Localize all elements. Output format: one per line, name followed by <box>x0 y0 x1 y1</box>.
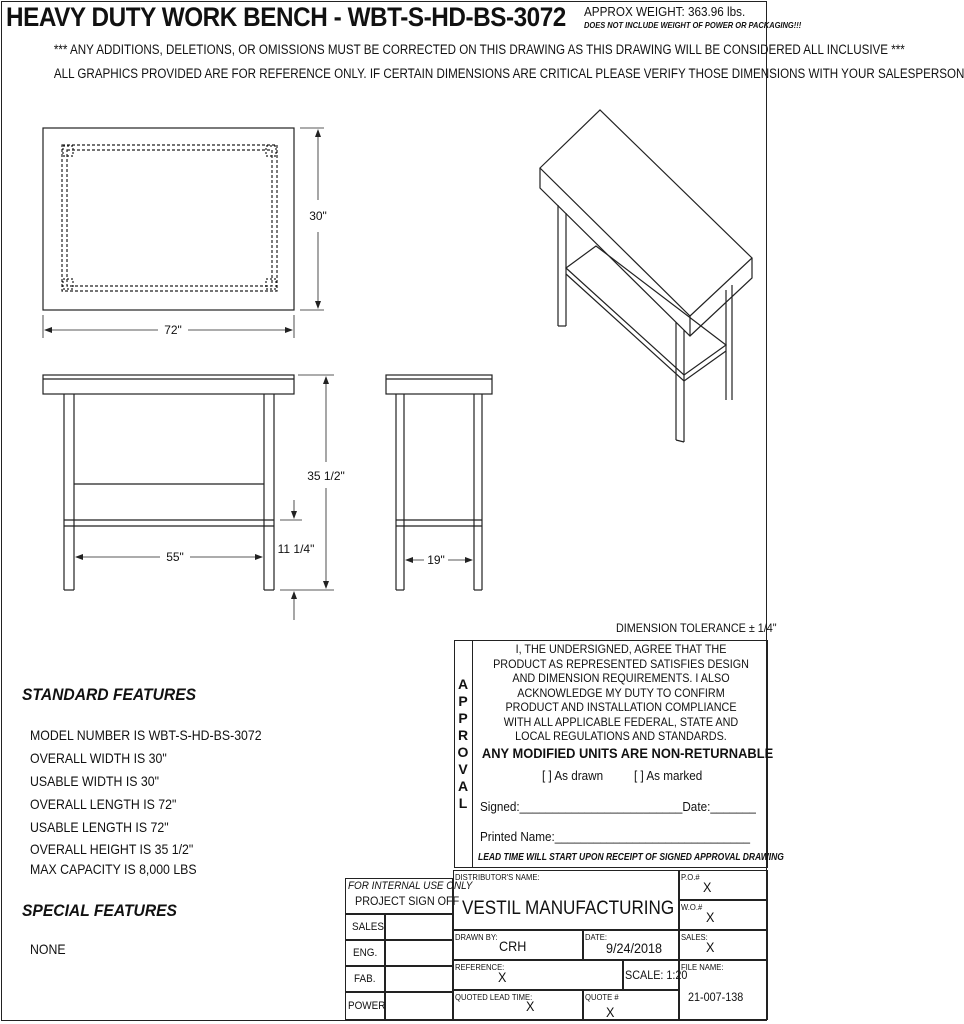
fab-signoff-field[interactable] <box>385 966 453 992</box>
approval-divider <box>472 640 473 868</box>
reference-value: X <box>498 969 507 985</box>
special-features-item: NONE <box>30 941 66 957</box>
dim-top-depth: 30" <box>309 209 327 223</box>
date-value: 9/24/2018 <box>606 940 663 956</box>
front-view <box>43 375 334 620</box>
power-signoff-field[interactable] <box>385 992 453 1020</box>
standard-features-heading: STANDARD FEATURES <box>22 685 197 704</box>
drawing-title: HEAVY DUTY WORK BENCH - WBT-S-HD-BS-3072 <box>6 2 566 32</box>
feature-item: USABLE LENGTH IS 72" <box>30 819 169 835</box>
approval-vertical-label: A P P R O V A L <box>457 676 469 811</box>
signoff-eng: ENG. <box>353 947 378 959</box>
weight-note: DOES NOT INCLUDE WEIGHT OF POWER OR PACKAGING!!! <box>584 20 802 30</box>
quoted-lead-value: X <box>526 998 535 1014</box>
sales-value: X <box>706 939 715 955</box>
standard-features-list <box>30 724 262 879</box>
file-name-value: 21-007-138 <box>688 990 744 1004</box>
feature-item: OVERALL WIDTH IS 30" <box>30 750 167 766</box>
signed-line[interactable]: Signed:_________________________Date:_______ <box>480 799 756 814</box>
top-view <box>43 128 324 338</box>
sales-signoff-field[interactable] <box>385 914 453 940</box>
feature-item: OVERALL HEIGHT IS 35 1/2" <box>30 841 194 857</box>
feature-item: OVERALL LENGTH IS 72" <box>30 796 177 812</box>
dim-inner-length: 55" <box>166 550 184 564</box>
printed-name-line[interactable]: Printed Name:______________________________ <box>480 829 750 844</box>
dim-shelf-height: 11 1/4" <box>277 542 315 556</box>
signoff-fab: FAB. <box>354 973 376 985</box>
feature-item: MODEL NUMBER IS WBT-S-HD-BS-3072 <box>30 727 262 743</box>
signoff-sales: SALES <box>352 921 384 933</box>
dimension-tolerance: DIMENSION TOLERANCE ± 1/4" <box>616 621 777 635</box>
eng-signoff-field[interactable] <box>385 940 453 966</box>
dim-top-length: 72" <box>164 323 182 337</box>
lead-time-note: LEAD TIME WILL START UPON RECEIPT OF SIGNED APPROVAL DRAWING <box>478 852 784 863</box>
notice-reference: ALL GRAPHICS PROVIDED ARE FOR REFERENCE ONLY. IF CERTAIN DIMENSIONS ARE CRITICAL PLEASE VERIFY THOSE DIMENSIONS WITH YOUR SALESPERSON <box>53 66 964 81</box>
feature-item: USABLE WIDTH IS 30" <box>30 773 159 789</box>
as-marked-checkbox[interactable]: [ ] As marked <box>634 768 703 783</box>
wo-value: X <box>706 909 715 925</box>
feature-item: MAX CAPACITY IS 8,000 LBS <box>30 861 197 877</box>
special-features-heading: SPECIAL FEATURES <box>22 901 177 920</box>
distributor-name: VESTIL MANUFACTURING <box>462 898 675 919</box>
dim-overall-height: 35 1/2" <box>307 469 345 483</box>
project-signoff-label: PROJECT SIGN OFF <box>355 894 460 908</box>
dim-inner-depth: 19" <box>427 553 445 567</box>
po-value: X <box>703 879 712 895</box>
non-returnable-notice: ANY MODIFIED UNITS ARE NON-RETURNABLE <box>481 745 774 761</box>
drawn-by-value: CRH <box>499 938 527 954</box>
internal-use-label: FOR INTERNAL USE ONLY <box>348 880 473 892</box>
approx-weight: APPROX WEIGHT: 363.96 lbs. <box>584 4 746 19</box>
scale-value: SCALE: 1:20 <box>625 968 688 982</box>
approval-statement: I, THE UNDERSIGNED, AGREE THAT THE PRODUCT AS REPRESENTED SATISFIES DESIGN AND DIMENSION REQUIREMENTS. I ALSO ACKNOWLEDGE MY DUTY TO CONFIRM PRODUCT AND INSTALLATION COMPLIANCE WITH ALL APPLICABLE FEDERAL, STATE AND LOCAL REGULATIONS AND STANDARDS. <box>493 642 749 743</box>
isometric-view <box>540 110 752 442</box>
signoff-power: POWER <box>348 1000 386 1012</box>
quote-value: X <box>606 1004 615 1020</box>
notice-inclusive: *** ANY ADDITIONS, DELETIONS, OR OMISSIONS MUST BE CORRECTED ON THIS DRAWING AS THIS DRAWING WILL BE CONSIDERED ALL INCLUSIVE *** <box>53 42 905 57</box>
as-drawn-checkbox[interactable]: [ ] As drawn <box>542 768 604 783</box>
